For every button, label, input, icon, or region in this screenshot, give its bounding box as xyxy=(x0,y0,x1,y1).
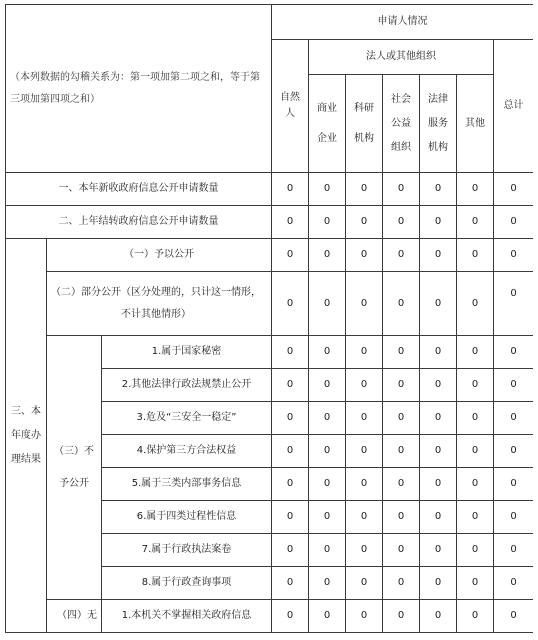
cell-value: 0 xyxy=(272,435,309,468)
cell-value: 0 xyxy=(309,206,346,239)
applicant-situation-header: 申请人情况 xyxy=(272,5,533,40)
s4-label: （四）无 xyxy=(57,610,97,621)
cell-value: 0 xyxy=(494,501,533,534)
cell-value: 0 xyxy=(272,534,309,567)
s3-label-cell xyxy=(47,336,102,600)
table-row xyxy=(6,336,534,369)
row-label: 2.其他法律行政法规禁止公开 xyxy=(102,369,272,402)
row-label: 一、本年新收政府信息公开申请数量 xyxy=(6,173,272,206)
cell-value: 0 xyxy=(420,272,457,336)
cell-value: 0 xyxy=(457,239,494,272)
cell-value: 0 xyxy=(346,239,383,272)
cell-value: 0 xyxy=(420,567,457,600)
cell-value: 0 xyxy=(494,534,533,567)
cell-value: 0 xyxy=(346,402,383,435)
cell-value: 0 xyxy=(309,468,346,501)
cell-value: 0 xyxy=(346,501,383,534)
cell-value: 0 xyxy=(494,600,533,633)
cell-value: 0 xyxy=(272,402,309,435)
cell-value: 0 xyxy=(420,534,457,567)
cell-value: 0 xyxy=(272,272,309,336)
cell-value: 0 xyxy=(346,272,383,336)
natural-person-header xyxy=(272,40,309,173)
cell-value: 0 xyxy=(457,501,494,534)
cell-value: 0 xyxy=(272,206,309,239)
row-label: 7.属于行政执法案卷 xyxy=(102,534,272,567)
cell-value: 0 xyxy=(383,600,420,633)
legal-service-label: 法律服务机构 xyxy=(428,93,449,153)
s3-label: （三）不予公开 xyxy=(54,445,94,489)
cell-value: 0 xyxy=(272,239,309,272)
cell-value: 0 xyxy=(494,402,533,435)
government-info-disclosure-table xyxy=(5,4,533,633)
cell-value: 0 xyxy=(457,600,494,633)
cell-value: 0 xyxy=(346,600,383,633)
cell-value: 0 xyxy=(272,600,309,633)
cell-value: 0 xyxy=(420,336,457,369)
cell-value: 0 xyxy=(346,534,383,567)
cell-value: 0 xyxy=(494,567,533,600)
cell-value: 0 xyxy=(272,501,309,534)
cell-value: 0 xyxy=(383,239,420,272)
row-label: 二、上年结转政府信息公开申请数量 xyxy=(6,206,272,239)
row-label: 6.属于四类过程性信息 xyxy=(102,501,272,534)
cell-value: 0 xyxy=(309,600,346,633)
cell-value: 0 xyxy=(494,468,533,501)
cell-value: 0 xyxy=(420,206,457,239)
legal-service-header xyxy=(420,75,457,173)
cell-value: 0 xyxy=(457,402,494,435)
cell-value: 0 xyxy=(457,336,494,369)
cell-value: 0 xyxy=(383,402,420,435)
natural-person-label: 自然人 xyxy=(280,92,301,119)
relation-note: （本列数据的勾稽关系为：第一项加第二项之和，等于第三项加第四项之和） xyxy=(10,71,260,105)
cell-value: 0 xyxy=(383,468,420,501)
cell-value: 0 xyxy=(309,402,346,435)
row-label: 8.属于行政查询事项 xyxy=(102,567,272,600)
row-label: 1.本机关不掌握相关政府信息 xyxy=(102,600,272,633)
research-header xyxy=(346,75,383,173)
cell-value: 0 xyxy=(309,272,346,336)
cell-value: 0 xyxy=(383,272,420,336)
cell-value: 0 xyxy=(383,206,420,239)
cell-value: 0 xyxy=(383,369,420,402)
cell-value: 0 xyxy=(309,534,346,567)
cell-value: 0 xyxy=(457,206,494,239)
cell-value: 0 xyxy=(272,336,309,369)
cell-value: 0 xyxy=(420,501,457,534)
cell-value: 0 xyxy=(494,369,533,402)
cell-value: 0 xyxy=(494,173,533,206)
cell-value: 0 xyxy=(309,173,346,206)
row-label: 4.保护第三方合法权益 xyxy=(102,435,272,468)
cell-value: 0 xyxy=(272,173,309,206)
cell-value: 0 xyxy=(346,173,383,206)
table-row xyxy=(6,239,534,272)
cell-value: 0 xyxy=(494,239,533,272)
cell-value: 0 xyxy=(346,468,383,501)
section3-label-cell xyxy=(6,239,47,633)
report-table-container xyxy=(5,4,533,640)
cell-value: 0 xyxy=(383,501,420,534)
total-header: 总计 xyxy=(494,40,533,173)
cell-value: 0 xyxy=(457,272,494,336)
commercial-header xyxy=(309,75,346,173)
cell-value: 0 xyxy=(346,206,383,239)
social-welfare-header xyxy=(383,75,420,173)
cell-value: 0 xyxy=(272,468,309,501)
cell-value: 0 xyxy=(309,369,346,402)
cell-value: 0 xyxy=(420,402,457,435)
cell-value: 0 xyxy=(272,369,309,402)
section3-label: 三、本年度办理结果 xyxy=(11,405,41,465)
table-row xyxy=(6,173,534,206)
cell-value: 0 xyxy=(383,336,420,369)
cell-value: 0 xyxy=(420,239,457,272)
note-cell xyxy=(6,5,272,173)
cell-value: 0 xyxy=(420,468,457,501)
row-label-cell xyxy=(47,272,272,336)
row-label: 3.危及“三安全一稳定” xyxy=(102,402,272,435)
cell-value: 0 xyxy=(309,239,346,272)
cell-value: 0 xyxy=(457,468,494,501)
row-label: 5.属于三类内部事务信息 xyxy=(102,468,272,501)
cell-value: 0 xyxy=(309,501,346,534)
row-label: （一）予以公开 xyxy=(47,239,272,272)
cell-value: 0 xyxy=(457,369,494,402)
social-welfare-label: 社会公益组织 xyxy=(391,93,412,153)
cell-value: 0 xyxy=(457,534,494,567)
cell-value: 0 xyxy=(383,435,420,468)
cell-value: 0 xyxy=(494,336,533,369)
research-label: 科研机构 xyxy=(354,102,375,144)
s4-label-cell xyxy=(47,600,102,633)
cell-value: 0 xyxy=(420,600,457,633)
table-row xyxy=(6,272,534,336)
cell-value: 0 xyxy=(383,534,420,567)
cell-value: 0 xyxy=(309,435,346,468)
cell-value: 0 xyxy=(420,173,457,206)
table-row xyxy=(6,600,534,633)
cell-value: 0 xyxy=(346,435,383,468)
cell-value: 0 xyxy=(346,336,383,369)
cell-value: 0 xyxy=(420,369,457,402)
cell-value: 0 xyxy=(457,435,494,468)
cell-value: 0 xyxy=(494,206,533,239)
cell-value: 0 xyxy=(383,173,420,206)
cell-value: 0 xyxy=(420,435,457,468)
row-label: （二）部分公开（区分处理的，只计这一情形，不计其他情形） xyxy=(51,286,261,320)
cell-value: 0 xyxy=(494,435,533,468)
cell-value: 0 xyxy=(457,173,494,206)
cell-value: 0 xyxy=(494,272,533,336)
cell-value: 0 xyxy=(272,567,309,600)
cell-value: 0 xyxy=(346,369,383,402)
cell-value: 0 xyxy=(309,567,346,600)
commercial-label: 商业企业 xyxy=(317,102,338,144)
table-row xyxy=(6,206,534,239)
cell-value: 0 xyxy=(309,336,346,369)
legal-or-other-header: 法人或其他组织 xyxy=(309,40,494,75)
cell-value: 0 xyxy=(383,567,420,600)
row-label: 1.属于国家秘密 xyxy=(102,336,272,369)
cell-value: 0 xyxy=(346,567,383,600)
other-header: 其他 xyxy=(457,75,494,173)
cell-value: 0 xyxy=(457,567,494,600)
